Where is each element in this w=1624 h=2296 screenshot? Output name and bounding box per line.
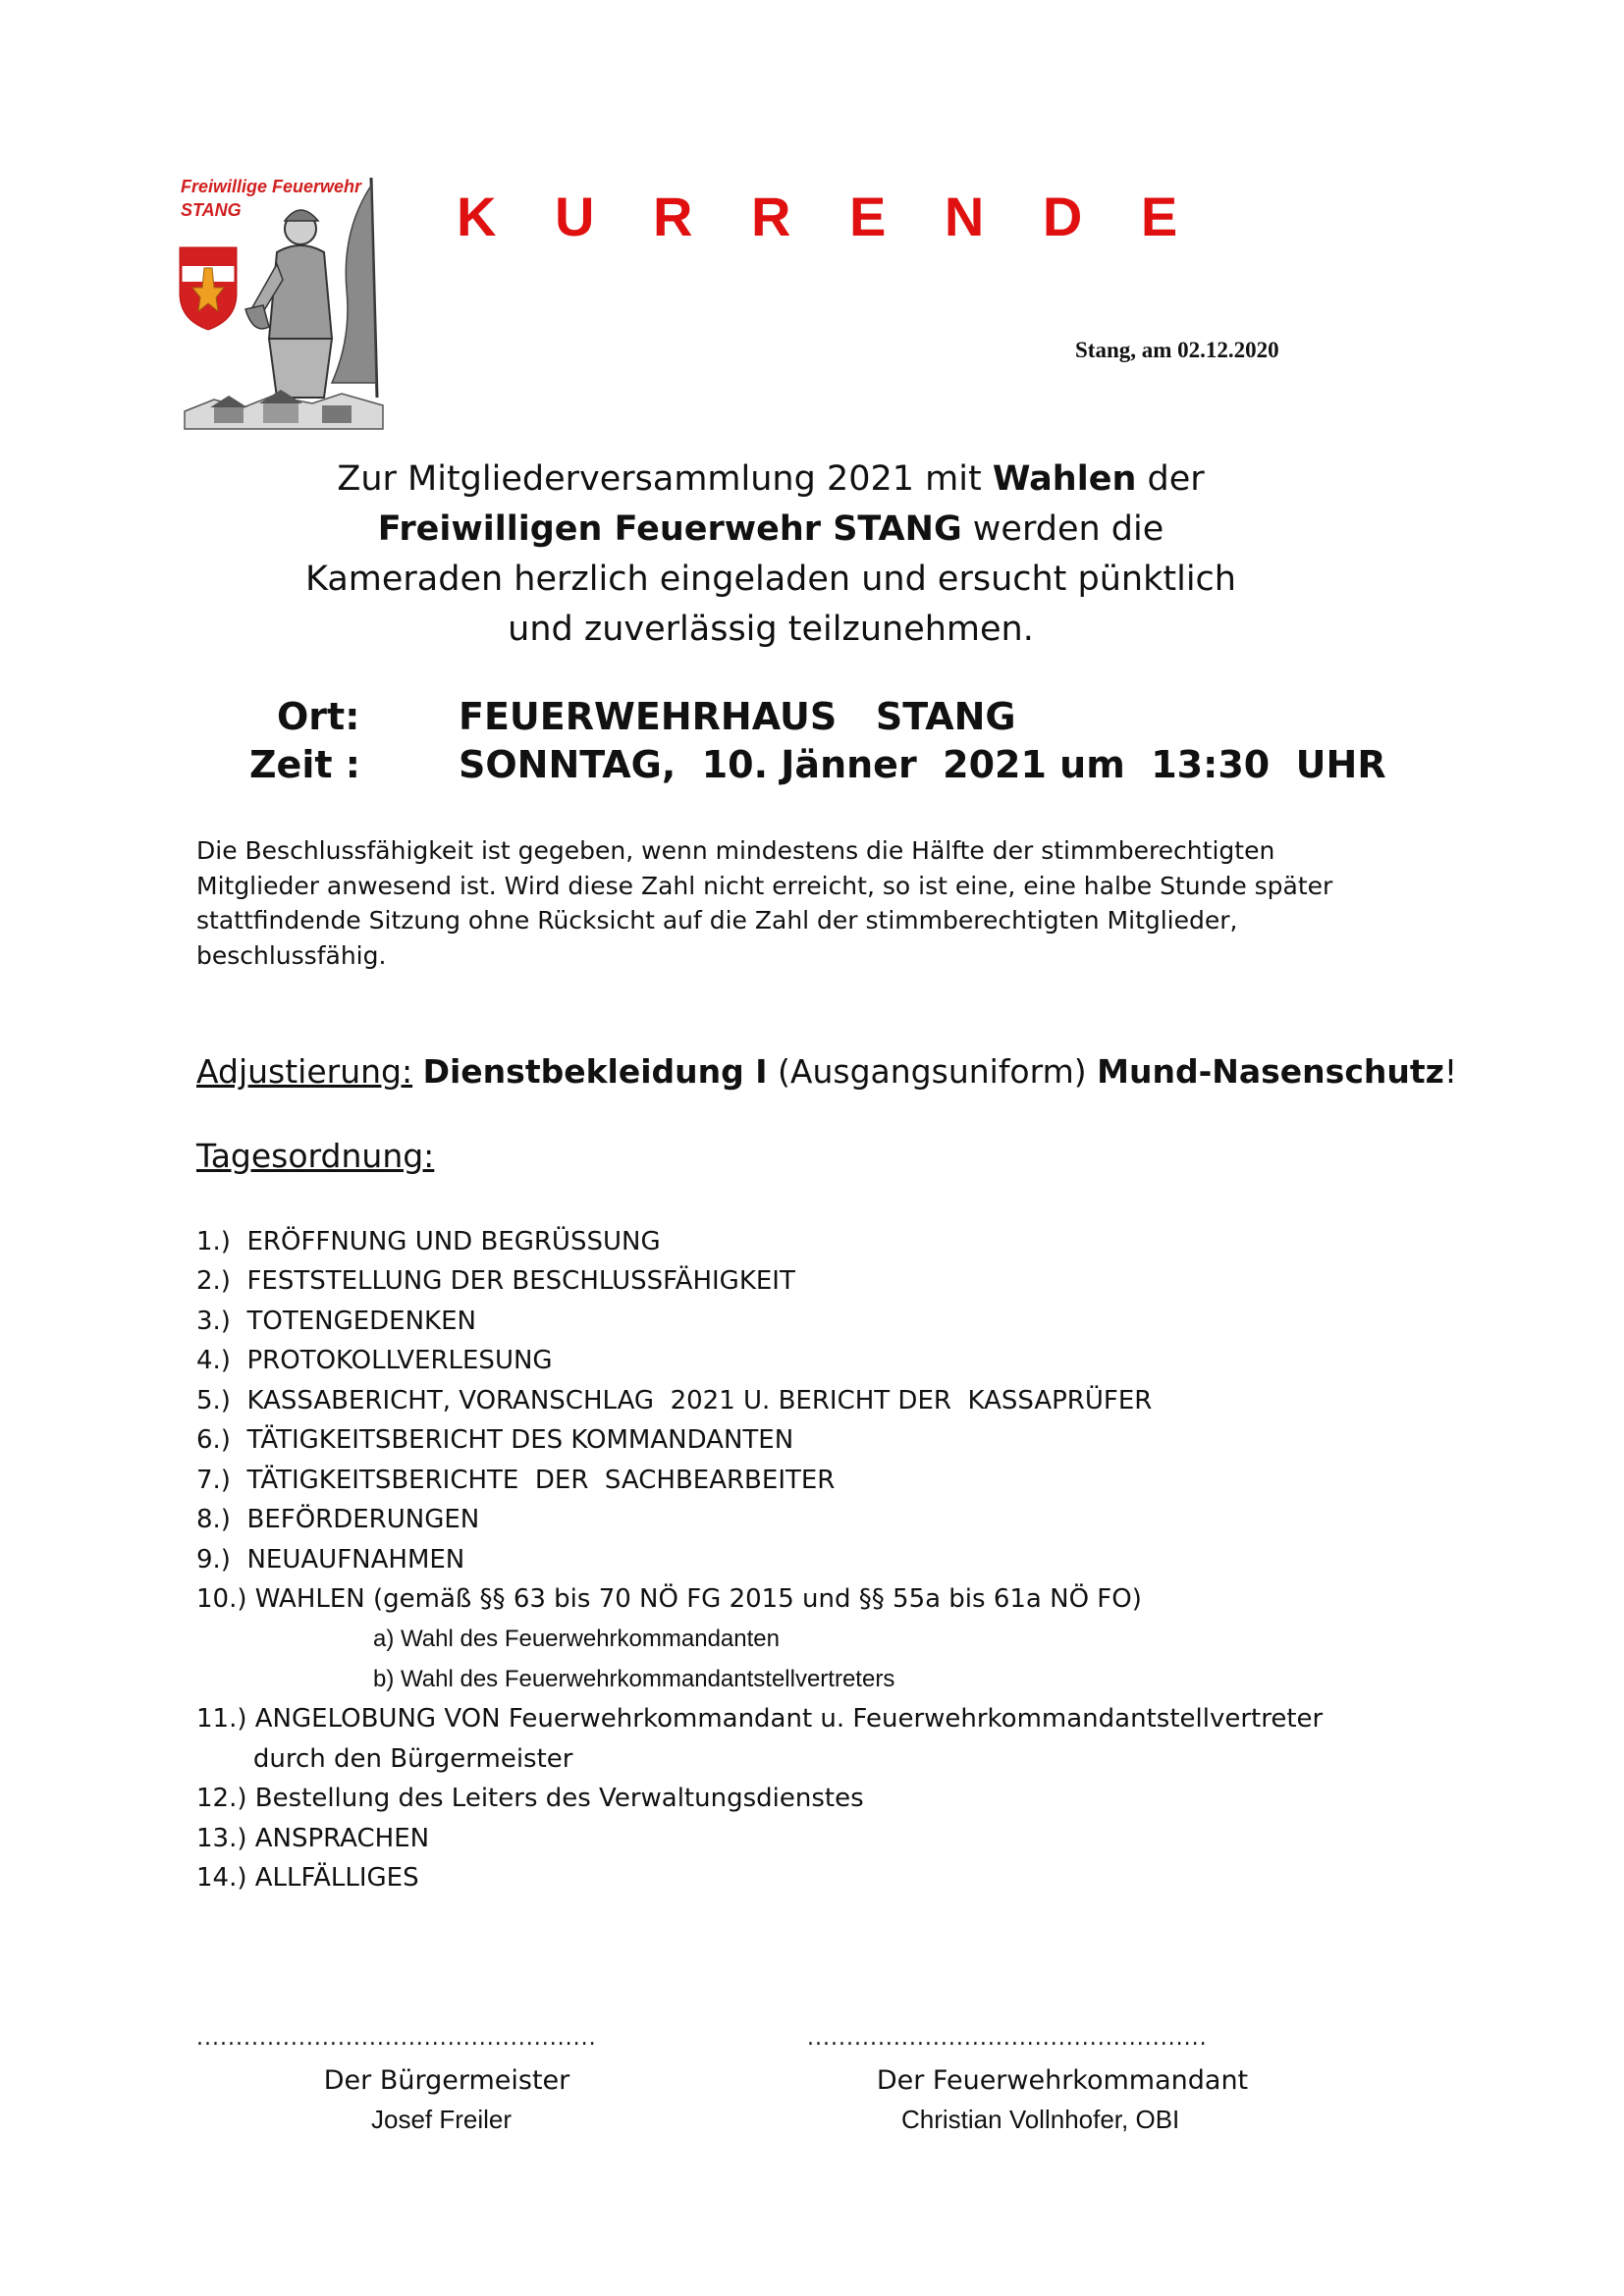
agenda-item-2: 2.) FESTSTELLUNG DER BESCHLUSSFÄHIGKEIT [196, 1266, 795, 1296]
time-value: SONNTAG, 10. Jänner 2021 um 13:30 UHR [459, 743, 1386, 786]
intro-line-1: Zur Mitgliederversammlung 2021 mit Wahlen der [337, 459, 1205, 499]
document-date: Stang, am 02.12.2020 [1075, 338, 1279, 362]
time-label: Zeit : [249, 743, 360, 786]
signature-title-commander: Der Feuerwehrkommandant [876, 2065, 1249, 2096]
dress-code-label: Adjustierung: [196, 1052, 413, 1091]
location-label: Ort: [277, 695, 360, 738]
quorum-paragraph [196, 833, 1502, 973]
agenda-item-11-cont: durch den Bürgermeister [196, 1744, 573, 1774]
paragraph-line: Die Beschlussfähigkeit ist gegeben, wenn mindestens die Hälfte der stimmberechtigten [196, 836, 1275, 865]
intro-line-2: Freiwilligen Feuerwehr STANG werden die [377, 509, 1164, 549]
logo-text-line2: STANG [181, 200, 242, 220]
intro-line-3: Kameraden herzlich eingeladen und ersucht pünktlich [305, 560, 1236, 599]
agenda-item-9: 9.) NEUAUFNAHMEN [196, 1545, 465, 1575]
agenda-item-14: 14.) ALLFÄLLIGES [196, 1863, 419, 1893]
signature-name-commander: Christian Vollnhofer, OBI [901, 2105, 1180, 2134]
agenda-item-3: 3.) TOTENGEDENKEN [196, 1307, 476, 1336]
logo-text-line1: Freiwillige Feuerwehr [181, 177, 362, 196]
agenda-item-12: 12.) Bestellung des Leiters des Verwaltungsdienstes [196, 1784, 864, 1813]
signature-line-right: ................................................... [807, 2026, 1208, 2051]
florian-figure-icon [175, 172, 391, 439]
agenda-heading: Tagesordnung: [196, 1137, 435, 1175]
paragraph-line: stattfindende Sitzung ohne Rücksicht auf die Zahl der stimmberechtigten Mitglieder, [196, 906, 1238, 934]
intro-line-4: und zuverlässig teilzunehmen. [508, 610, 1034, 649]
signature-line-left: ................................................... [196, 2026, 597, 2051]
agenda-item-5: 5.) KASSABERICHT, VORANSCHLAG 2021 U. BERICHT DER KASSAPRÜFER [196, 1386, 1153, 1415]
paragraph-line: beschlussfähig. [196, 940, 387, 970]
signature-name-mayor: Josef Freiler [371, 2105, 513, 2134]
agenda-item-8: 8.) BEFÖRDERUNGEN [196, 1505, 480, 1534]
agenda-item-11: 11.) ANGELOBUNG VON Feuerwehrkommandant u. Feuerwehrkommandantstellvertreter [196, 1704, 1324, 1734]
document-title: K U R R E N D E [457, 186, 1200, 247]
agenda-subitem-b: b) Wahl des Feuerwehrkommandantstellvertreters [373, 1666, 895, 1692]
location-value: FEUERWEHRHAUS STANG [459, 695, 1016, 738]
fire-brigade-logo [175, 172, 391, 439]
dress-code-mask: Mund-Nasenschutz [1097, 1052, 1444, 1091]
dress-code-uniform: Dienstbekleidung I [422, 1052, 768, 1091]
invitation-text [196, 454, 1345, 655]
agenda-item-10: 10.) WAHLEN (gemäß §§ 63 bis 70 NÖ FG 2015 und §§ 55a bis 61a NÖ FO) [196, 1584, 1142, 1614]
signature-title-mayor: Der Bürgermeister [323, 2065, 570, 2096]
paragraph-line: Mitglieder anwesend ist. Wird diese Zahl nicht erreicht, so ist eine, eine halbe Stunde später [196, 871, 1333, 900]
agenda-item-13: 13.) ANSPRACHEN [196, 1824, 430, 1853]
dress-code-line: Adjustierung: Dienstbekleidung I (Ausgangsuniform) Mund-Nasenschutz! [196, 1052, 1458, 1091]
agenda-item-4: 4.) PROTOKOLLVERLESUNG [196, 1346, 553, 1375]
agenda-item-7: 7.) TÄTIGKEITSBERICHTE DER SACHBEARBEITER [196, 1466, 836, 1495]
agenda-item-1: 1.) ERÖFFNUNG UND BEGRÜSSUNG [196, 1227, 661, 1256]
agenda-item-6: 6.) TÄTIGKEITSBERICHT DES KOMMANDANTEN [196, 1425, 794, 1455]
agenda-subitem-a: a) Wahl des Feuerwehrkommandanten [373, 1626, 780, 1652]
